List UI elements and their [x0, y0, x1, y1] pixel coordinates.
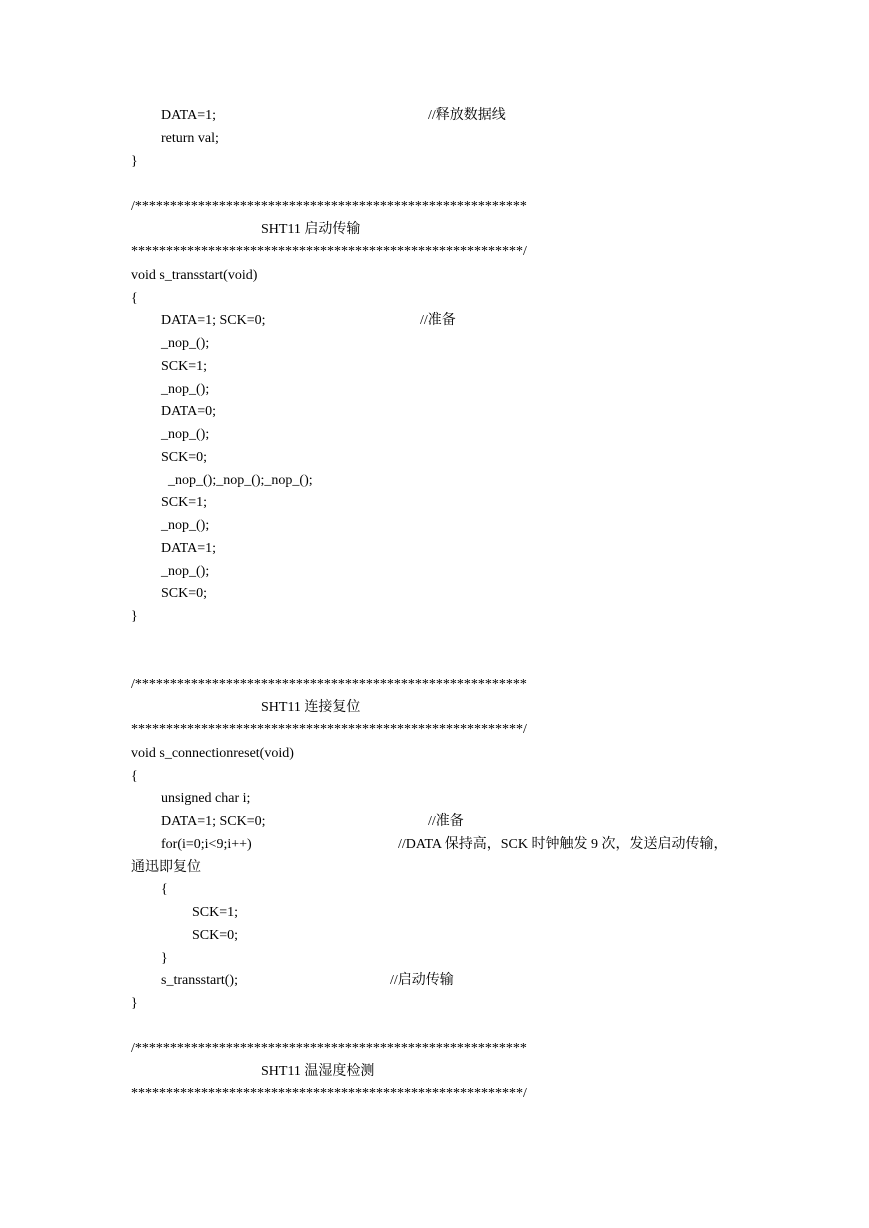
- comment-banner-bottom: ********************************************************/: [131, 244, 527, 259]
- comment-banner-top: /********************************************************: [131, 199, 527, 214]
- closing-brace: }: [131, 996, 138, 1011]
- closing-brace: }: [131, 154, 138, 169]
- code-line: SCK=0;: [161, 586, 208, 601]
- code-comment: //准备: [428, 814, 464, 829]
- code-line: s_transstart();: [161, 973, 238, 988]
- closing-brace: }: [161, 951, 168, 966]
- section-title: SHT11 温湿度检测: [261, 1064, 375, 1079]
- code-line: _nop_();: [161, 427, 210, 442]
- comment-banner-bottom: ********************************************************/: [131, 1086, 527, 1101]
- code-line: SCK=1;: [161, 359, 208, 374]
- code-line: _nop_();: [161, 382, 210, 397]
- function-signature: void s_transstart(void): [131, 268, 258, 283]
- code-line: _nop_();: [161, 518, 210, 533]
- code-line: DATA=1; SCK=0;: [161, 814, 266, 829]
- code-line: SCK=1;: [161, 495, 208, 510]
- code-line: return val;: [161, 131, 219, 146]
- code-line: DATA=0;: [161, 404, 216, 419]
- code-line: _nop_();: [161, 564, 210, 579]
- opening-brace: {: [131, 769, 138, 784]
- code-comment: //DATA 保持高，SCK 时钟触发 9 次，发送启动传输，: [398, 837, 728, 852]
- code-comment: //释放数据线: [428, 108, 506, 123]
- opening-brace: {: [161, 882, 168, 897]
- function-signature: void s_connectionreset(void): [131, 746, 294, 761]
- opening-brace: {: [131, 291, 138, 306]
- code-line: for(i=0;i<9;i++): [161, 837, 252, 852]
- comment-banner-top: /********************************************************: [131, 677, 527, 692]
- section-title: SHT11 连接复位: [261, 700, 361, 715]
- code-line: unsigned char i;: [161, 791, 251, 806]
- code-line: SCK=0;: [161, 450, 208, 465]
- code-comment: //准备: [420, 313, 456, 328]
- code-line: DATA=1; SCK=0;: [161, 313, 266, 328]
- code-line: SCK=1;: [192, 905, 239, 920]
- code-line: _nop_();_nop_();_nop_();: [161, 473, 313, 488]
- code-line: _nop_();: [161, 336, 210, 351]
- comment-banner-top: /********************************************************: [131, 1041, 527, 1056]
- code-comment-wrap: 通迅即复位: [131, 860, 201, 875]
- closing-brace: }: [131, 609, 138, 624]
- comment-banner-bottom: ********************************************************/: [131, 722, 527, 737]
- code-comment: //启动传输: [390, 973, 454, 988]
- code-line: SCK=0;: [192, 928, 239, 943]
- section-title: SHT11 启动传输: [261, 222, 361, 237]
- code-line: DATA=1;: [161, 108, 216, 123]
- code-line: DATA=1;: [161, 541, 216, 556]
